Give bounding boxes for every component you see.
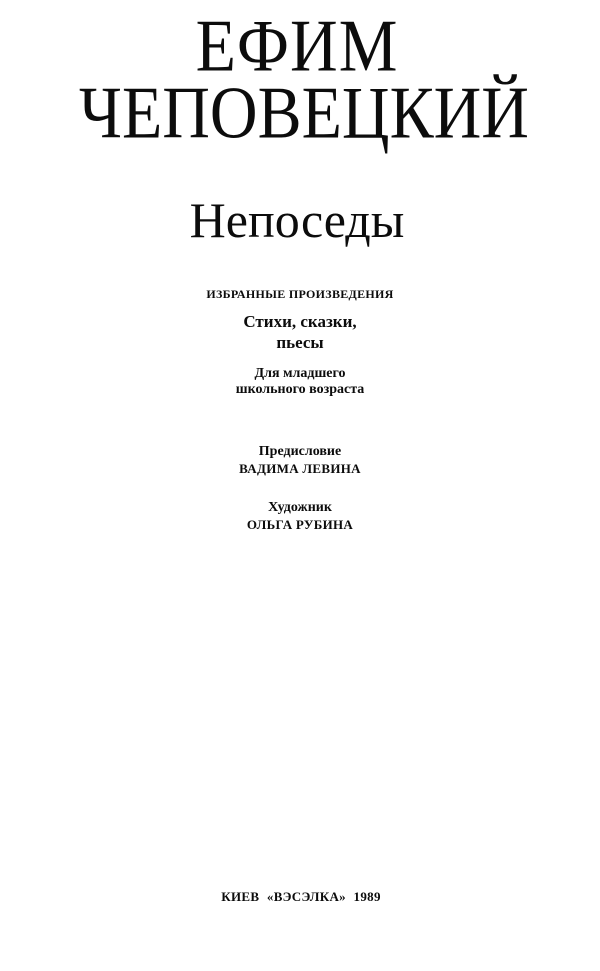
artist-name: ОЛЬГА РУБИНА bbox=[246, 517, 354, 532]
preface-label: Предисловие bbox=[258, 444, 342, 459]
genre-line-2: пьесы bbox=[276, 333, 324, 352]
audience-line-1: Для младшего bbox=[254, 366, 346, 381]
author-last-name: ЧЕПОВЕЦКИЙ bbox=[79, 72, 529, 155]
audience-line-2: школьного возраста bbox=[235, 382, 365, 397]
imprint-publisher: «ВЭСЭЛКА» bbox=[266, 889, 346, 904]
book-title: Непоседы bbox=[189, 192, 405, 248]
artist-label: Художник bbox=[268, 500, 332, 515]
imprint bbox=[1, 889, 600, 905]
preface-author: ВАДИМА ЛЕВИНА bbox=[239, 461, 361, 476]
imprint-city: КИЕВ bbox=[221, 889, 260, 904]
imprint-year: 1989 bbox=[353, 889, 381, 904]
author-first-name: ЕФИМ bbox=[195, 5, 399, 88]
book-subtitle: ИЗБРАННЫЕ ПРОИЗВЕДЕНИЯ bbox=[206, 287, 394, 301]
genre-line-1: Стихи, сказки, bbox=[243, 312, 357, 331]
